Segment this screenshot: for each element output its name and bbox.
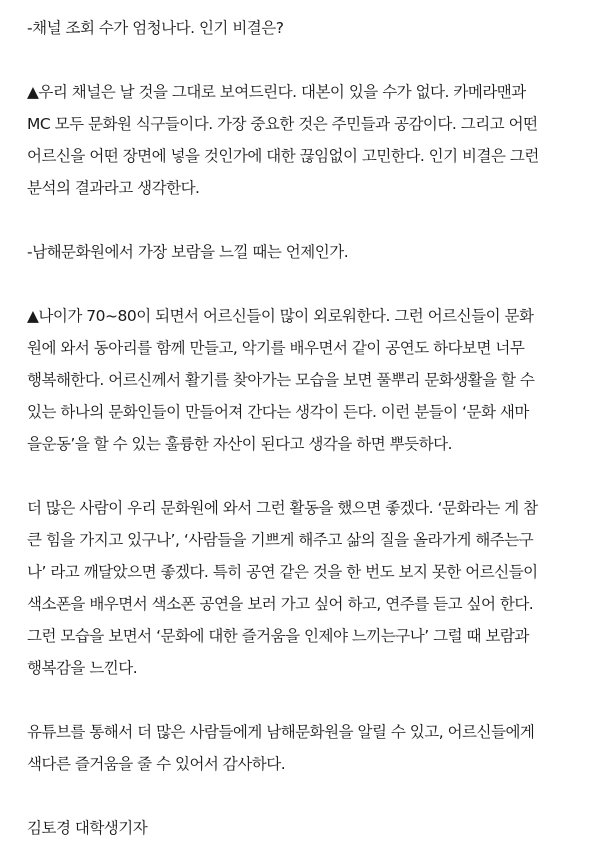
closing-paragraph-line: 유튜브를 통해서 더 많은 사람들에게 남해문화원을 알릴 수 있고, 어르신들에게: [27, 723, 535, 741]
answer-2-continued: [27, 492, 587, 684]
question-2: [27, 236, 587, 268]
answer-2-line: 을운동’을 할 수 있는 훌륭한 자산이 된다고 생각을 하면 뿌듯하다.: [27, 435, 452, 453]
answer-1: [27, 76, 587, 204]
answer-2: [27, 300, 587, 460]
answer-1-line: MC 모두 문화원 식구들이다. 가장 중요한 것은 주민들과 공감이다. 그리고 어떤: [27, 115, 538, 133]
closing-paragraph-line: 색다른 즐거움을 줄 수 있어서 감사하다.: [27, 755, 286, 773]
answer-2-continued-line: 더 많은 사람이 우리 문화원에 와서 그런 활동을 했으면 좋겠다. ‘문화라는 게 참: [27, 499, 538, 517]
answer-2-continued-line: 그런 모습을 보면서 ‘문화에 대한 즐거움을 인제야 느끼는구나’ 그럴 때 보람과: [27, 627, 529, 645]
answer-2-continued-line: 나’ 라고 깨달았으면 좋겠다. 특히 공연 같은 것을 한 번도 보지 못한 어르신들이: [27, 563, 538, 581]
answer-2-continued-line: 색소폰을 배우면서 색소폰 공연을 보러 가고 싶어 하고, 연주를 듣고 싶어 한다.: [27, 595, 534, 613]
answer-2-line: 있는 하나의 문화인들이 만들어져 간다는 생각이 든다. 이런 분들이 ‘문화 새마: [27, 403, 529, 421]
byline: [27, 812, 587, 844]
answer-2-continued-line: 행복감을 느낀다.: [27, 659, 138, 677]
article-body: [27, 12, 587, 844]
answer-2-line: 행복해한다. 어르신께서 활기를 찾아가는 모습을 보면 풀뿌리 문화생활을 할 수: [27, 371, 535, 389]
question-2-line: -남해문화원에서 가장 보람을 느낄 때는 언제인가.: [27, 243, 349, 261]
question-1-line: -채널 조회 수가 엄청나다. 인기 비결은?: [27, 19, 284, 37]
closing-paragraph: [27, 716, 587, 780]
answer-1-line: 어르신을 어떤 장면에 넣을 것인가에 대한 끊임없이 고민한다. 인기 비결은 그런: [27, 147, 539, 165]
answer-2-continued-line: 큰 힘을 가지고 있구나’, ‘사람들을 기쁘게 해주고 삶의 질을 올라가게 해주는구: [27, 531, 534, 549]
answer-1-line: ▲우리 채널은 날 것을 그대로 보여드린다. 대본이 있을 수가 없다. 카메라맨과: [27, 83, 526, 101]
answer-2-line: ▲나이가 70~80이 되면서 어르신들이 많이 외로워한다. 그런 어르신들이 문화: [27, 307, 534, 325]
byline-text: 김토경 대학생기자: [27, 819, 148, 837]
question-1: [27, 12, 587, 44]
answer-2-line: 원에 와서 동아리를 함께 만들고, 악기를 배우면서 같이 공연도 하다보면 너무: [27, 339, 525, 357]
answer-1-line: 분석의 결과라고 생각한다.: [27, 179, 200, 197]
